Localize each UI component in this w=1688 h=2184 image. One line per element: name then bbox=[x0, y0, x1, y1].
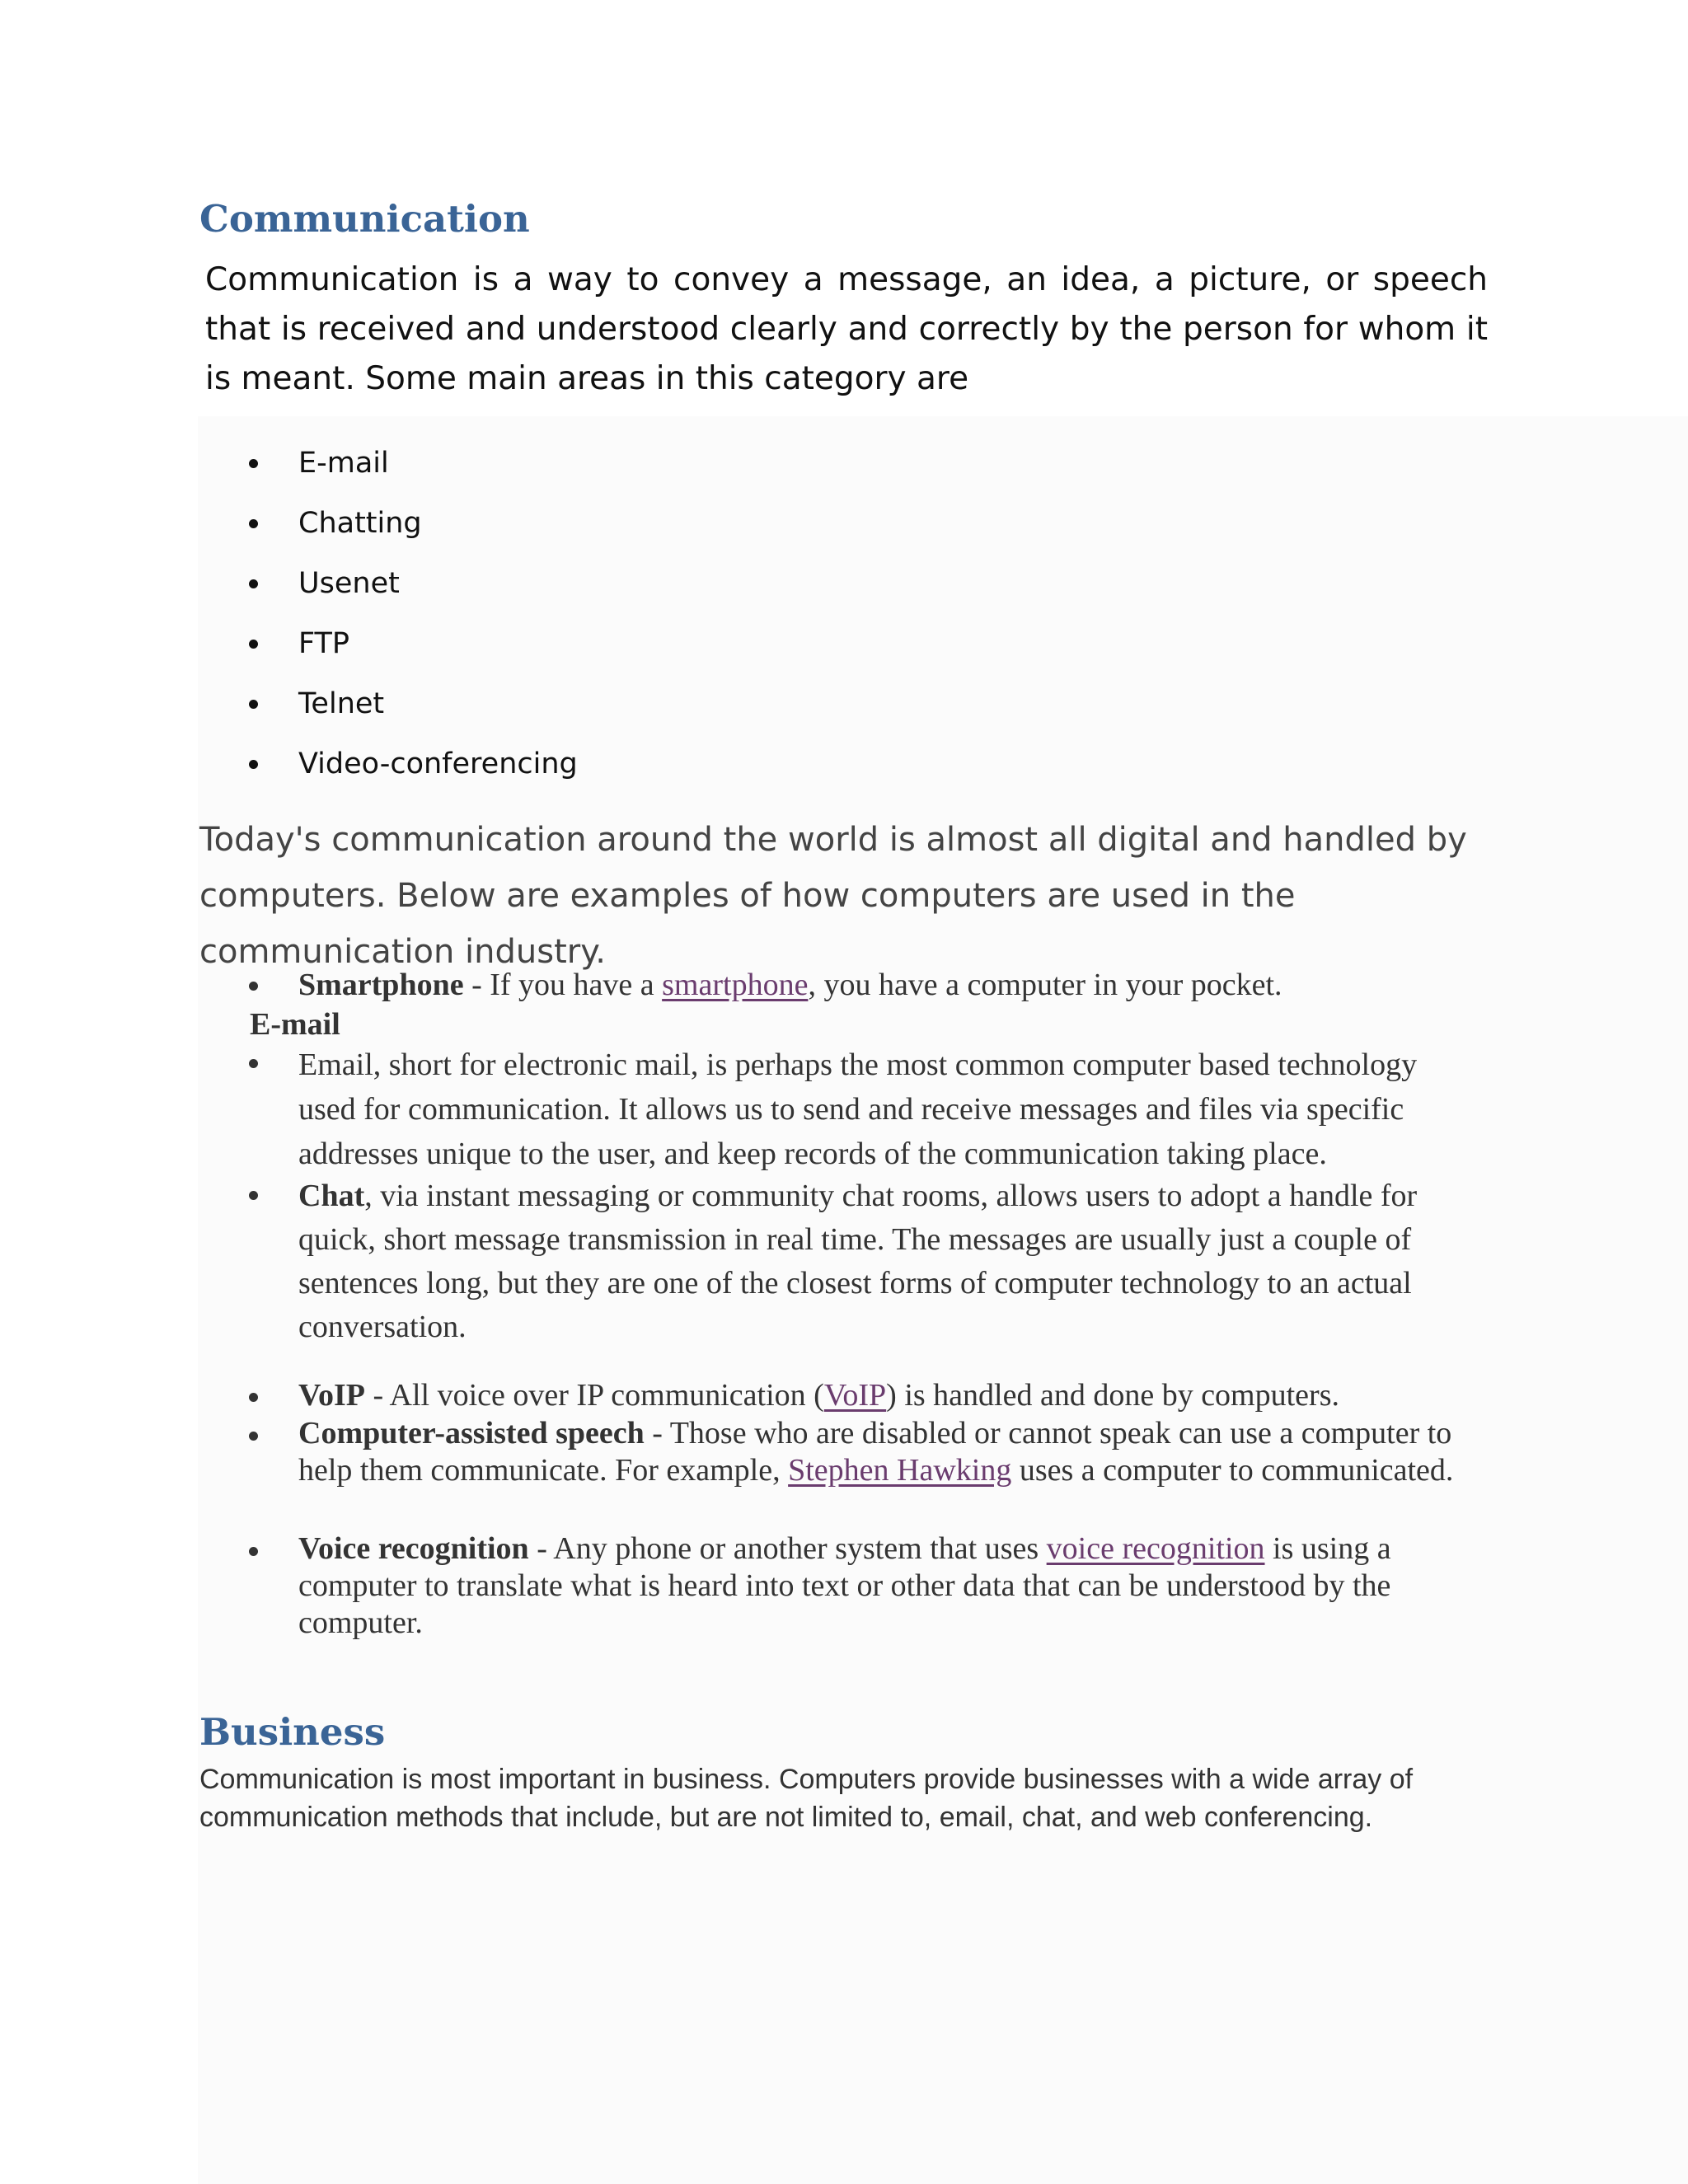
example-text bbox=[298, 965, 1472, 1005]
bullet-icon bbox=[249, 760, 258, 769]
communication-digital-paragraph: Today's communication around the world is almost all digital and handled by computers. Below are examples of how computers are used in the communication industry. bbox=[199, 821, 1467, 971]
email-subheading: E-mail bbox=[250, 1007, 340, 1042]
list-item-label: E-mail bbox=[298, 447, 389, 480]
example-text-segment: - Any phone or another system that uses bbox=[528, 1531, 1047, 1566]
example-text-segment: - All voice over IP communication ( bbox=[364, 1378, 824, 1413]
example-term: Smartphone bbox=[298, 968, 464, 1002]
list-item-label: Usenet bbox=[298, 567, 400, 600]
example-text-segment: ) is handled and done by computers. bbox=[886, 1378, 1339, 1413]
voice-recognition-link[interactable]: voice recognition bbox=[1046, 1531, 1265, 1566]
bullet-icon bbox=[249, 1393, 258, 1402]
example-text-segment: , via instant messaging or community chat rooms, allows users to adopt a handle for quick, short message transmission in real time. The messages are usually just a couple of sentences long, but they are one of the closest forms of computer technology to an actual conversation. bbox=[298, 1179, 1418, 1344]
example-text-segment: - Those who are disabled or cannot speak can use a computer to help them communicate. For example, bbox=[298, 1416, 1452, 1488]
example-text-segment: is using a computer to translate what is heard into text or other data that can be understood by the computer. bbox=[298, 1531, 1391, 1640]
example-text bbox=[298, 1174, 1472, 1349]
communication-heading: Communication bbox=[199, 197, 530, 241]
bullet-icon bbox=[249, 1432, 258, 1441]
communication-intro: Communication is a way to convey a message, an idea, a picture, or speech that is received and understood clearly and correctly by the person for whom it is meant. Some main areas in this category are bbox=[205, 261, 1488, 397]
list-item-label: Chatting bbox=[298, 507, 422, 540]
business-heading: Business bbox=[199, 1710, 386, 1754]
bullet-icon bbox=[249, 1191, 258, 1200]
list-item-label: Telnet bbox=[298, 687, 385, 720]
bullet-icon bbox=[249, 459, 258, 468]
bullet-icon bbox=[249, 640, 258, 649]
bullet-icon bbox=[249, 982, 258, 991]
example-text bbox=[298, 1530, 1472, 1642]
bullet-icon bbox=[249, 700, 258, 709]
example-text bbox=[298, 1415, 1472, 1489]
stephen-hawking-link[interactable]: Stephen Hawking bbox=[788, 1453, 1012, 1488]
business-paragraph: Communication is most important in business. Computers provide businesses with a wide array of communication methods that include, but are not limited to, email, chat, and web conferencing. bbox=[199, 1764, 1414, 1833]
example-term: Computer-assisted speech bbox=[298, 1416, 645, 1451]
example-text: Email, short for electronic mail, is perhaps the most common computer based technology used for communication. It allows us to send and receive messages and files via specific addresses unique to the user, and keep records of the communication taking place. bbox=[298, 1047, 1418, 1171]
list-item-label: FTP bbox=[298, 627, 350, 660]
bullet-icon bbox=[249, 519, 258, 528]
example-term: VoIP bbox=[298, 1378, 365, 1413]
bullet-icon bbox=[249, 579, 258, 588]
voip-link[interactable]: VoIP bbox=[823, 1378, 887, 1413]
list-item-label: Video-conferencing bbox=[298, 748, 578, 780]
example-text-segment: , you have a computer in your pocket. bbox=[808, 968, 1282, 1002]
example-text bbox=[298, 1376, 1472, 1414]
example-text-segment: - If you have a bbox=[463, 968, 663, 1002]
bullet-icon bbox=[249, 1547, 258, 1556]
example-term: Chat bbox=[298, 1179, 365, 1213]
bullet-icon bbox=[249, 1059, 258, 1068]
smartphone-link[interactable]: smartphone bbox=[662, 968, 809, 1002]
example-term: Voice recognition bbox=[298, 1531, 529, 1566]
example-text-segment: uses a computer to communicated. bbox=[1011, 1453, 1454, 1488]
